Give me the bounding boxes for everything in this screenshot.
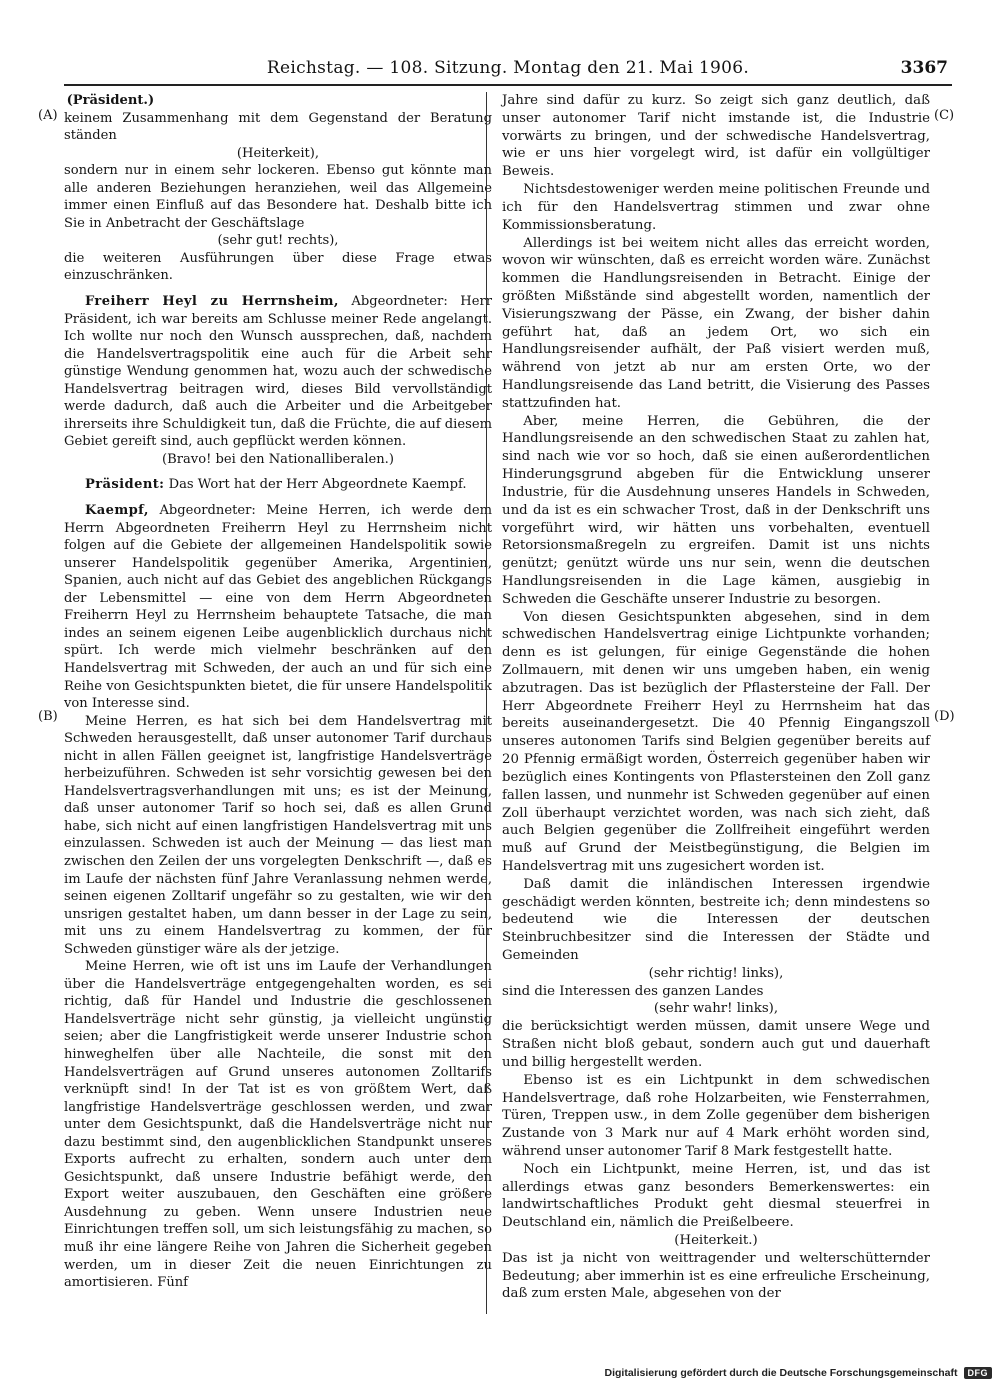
footer-text: Digitalisierung gefördert durch die Deutsche Forschungsgemeinschaft — [604, 1367, 958, 1379]
paragraph: die weiteren Ausführungen über diese Frage etwas einzuschränken. — [64, 250, 492, 284]
margin-marker-c: (C) — [934, 108, 955, 123]
paragraph-text: Das Wort hat der Herr Abgeordnete Kaempf. — [168, 477, 467, 493]
margin-marker-b: (B) — [38, 709, 58, 724]
paragraph: Jahre sind dafür zu kurz. So zeigt sich ganz deutlich, daß unser autonomer Tarif nicht imstande ist, die Industrie vorwärts zu bringen, und der schwedische Handelsvertrag, wie er uns hier vorgelegt wird, ist dafür ein vollgültiger Beweis. — [502, 93, 930, 180]
paragraph: Ebenso ist es ein Lichtpunkt in dem schwedischen Handelsvertrage, daß rohe Holzarbeiten, wie Fensterrahmen, Türen, Treppen usw., in dem Zolle gegenüber dem bisherigen Zustande von 3 Mark nur auf 4 Mark erhöht worden sind, während unser autonomer Tarif 8 Mark festgestellt hatte. — [502, 1072, 930, 1159]
paragraph: Von diesen Gesichtspunkten abgesehen, sind in dem schwedischen Handelsvertrag einige Lichtpunkte vorhanden; denn es ist gelungen, für einige Gegenstände die hohen Zollmauern, mit denen wir uns umgeben haben, ein wenig abzutragen. Das ist bezüglich der Pflastersteine der Fall. Der Herr Abgeordnete Freiherr Heyl zu Herrnsheim hat das bereits auseinandergesetzt. Die 40 Pfennig Eingangszoll unseres autonomen Tarifs sind Belgien gegenüber bereits auf 20 Pfennig ermäßigt worden, Österreich gegenüber haben wir bezüglich eines Kontingents von Pflastersteinen den Zoll ganz fallen lassen, und nunmehr ist Schweden gegenüber auf einen Zoll überhaupt verzichtet worden, was nach sich zieht, daß auch Belgien gegenüber die Zollfreiheit eingeführt werden muß auf Grund der Meistbegünstigung, die Belgien im Handelsvertrag mit uns zugesichert worden ist. — [502, 609, 930, 874]
interjection: (Heiterkeit), — [236, 145, 320, 161]
paragraph: Nichtsdestoweniger werden meine politischen Freunde und ich für den Handelsvertrag stimmen und zwar ohne Kommissionsberatung. — [502, 182, 930, 233]
dfg-logo: DFG — [964, 1367, 993, 1379]
speaker-name: Kaempf, — [84, 503, 149, 519]
interjection: (sehr richtig! links), — [648, 965, 784, 981]
page-number: 3367 — [900, 58, 948, 78]
paragraph: die berücksichtigt werden müssen, damit unsere Wege und Straßen nicht bloß gebaut, sondern auch gut und dauerhaft und billig hergestellt werden. — [502, 1019, 930, 1070]
paragraph: sondern nur in einem sehr lockeren. Ebenso gut könnte man alle anderen Beziehungen heranziehen, weil das Allgemeine immer einen Einfluß auf das Besondere hat. Deshalb bitte ich Sie in Anbetracht der Geschäftslage — [64, 163, 492, 231]
margin-marker-a: (A) — [38, 108, 58, 123]
left-column — [64, 92, 492, 1292]
paragraph: Noch ein Lichtpunkt, meine Herren, ist, und das ist allerdings etwas ganz besonders Bemerkenswertes: ein landwirtschaftliches Produkt geht diesmal steuerfrei in Deutschland ein, nämlich die Preißelbeere. — [502, 1161, 930, 1231]
speech-kaempf — [64, 502, 492, 713]
right-column — [502, 92, 930, 1303]
president-statement — [64, 476, 492, 494]
interjection: (sehr wahr! links), — [653, 1001, 779, 1017]
paragraph: Das ist ja nicht von weittragender und welterschütternder Bedeutung; aber immerhin ist es eine erfreuliche Erscheinung, daß zum ersten Male, abgesehen von der — [502, 1250, 930, 1302]
paragraph: Daß damit die inländischen Interessen irgendwie geschädigt werden könnten, bestreite ich; denn mindestens so bedeutend wie die Interessen der deutschen Steinbruchbesitzer sind die Interessen der Städte und Gemeinden — [502, 876, 930, 963]
paragraph: keinem Zusammenhang mit dem Gegenstand der Beratung ständen — [64, 110, 492, 144]
paragraph: Aber, meine Herren, die Gebühren, die der Handlungsreisende an den schwedischen Staat zu zahlen hat, sind nach wie vor so hoch, daß sie einen außerordentlichen Hinderungsgrund abgeben für die Entwicklung unserer Industrie, für die Ausdehnung unseres Handels in Schweden, und da ist es ein schwacher Trost, daß in der Denkschrift uns vorgeführt wird, wir hätten uns vorbehalten, eventuell Retorsionsmaßregeln zu ergreifen. Damit ist uns nichts genützt; genützt würde uns nur sein, wenn die deutschen Handlungsreisenden in die Lage kämen, ausgiebig in Schweden die Geschäfte unserer Industrie zu besorgen. — [502, 413, 930, 607]
paragraph: Meine Herren, es hat sich bei dem Handelsvertrag mit Schweden herausgestellt, daß unser autonomer Tarif durchaus nicht in allen Fällen geeignet ist, langfristige Handelsverträge herbeizuführen. Schweden ist sehr vorsichtig gewesen bei den Handelsvertragsverhandlungen mit uns; es ist der Meinung, daß unser autonomer Tarif so hoch sei, daß es allen Grund habe, sich nicht auf einen langfristigen Handelsvertrag mit uns einzulassen. Schweden ist auch der Meinung — das liest man zwischen den Zeilen der uns vorgelegten Denkschrift —, daß es im Laufe der nächsten fünf Jahre Veranlassung nehmen werde, seinen eigenen Zolltarif ungefähr so zu gestalten, wie wir den unsrigen gestaltet haben, um dann besser in der Lage zu sein, mit uns zu einem Handelsvertrag zu kommen, der für Schweden günstiger wäre als der jetzige. — [64, 713, 492, 957]
speaker-name: Freiherr Heyl zu Herrnsheim, — [84, 294, 339, 310]
paragraph: Meine Herren, wie oft ist uns im Laufe der Verhandlungen über die Handelsverträge entgegengehalten worden, es sei richtig, daß für Handel und Industrie die geschlossenen Handelsverträge nicht sehr günstig, ja vielleicht ungünstig seien; aber die Langfristigkeit werde unserer Industrie schon hinweghelfen über alle Nachteile, die sonst mit den Handelsverträgen auf Grund unseres autonomen Zolltarifs verknüpft sind! In der Tat ist es von größtem Wert, daß langfristige Handelsverträge geschlossen werden, und zwar unter dem Gesichtspunkt, daß die Handelsverträge nicht nur dazu bestimmt sind, den augenblicklichen Standpunkt unseres Exports aufrecht zu erhalten, sondern auch unter dem Gesichtspunkt, daß unsere Industrie befähigt werde, den Export weiter auszubauen, den Geschäften eine größere Ausdehnung zu geben. Wenn unsere Industrien neue Einrichtungen treffen soll, um sich leistungsfähig zu machen, so muß ihr eine längere Reihe von Jahren die Sicherheit gegeben werden, um in dieser Zeit die neuen Einrichtungen zu amortisieren. Fünf — [64, 959, 492, 1291]
interjection: (Bravo! bei den Nationalliberalen.) — [162, 451, 394, 467]
column-divider — [486, 92, 487, 1314]
paragraph: sind die Interessen des ganzen Landes — [502, 983, 764, 999]
speaker-tag: (Präsident.) — [66, 93, 155, 108]
margin-marker-d: (D) — [934, 709, 955, 724]
interjection: (sehr gut! rechts), — [217, 233, 339, 249]
speech-heyl — [64, 293, 492, 451]
paragraph: Allerdings ist bei weitem nicht alles das erreicht worden, wovon wir wünschten, daß es erreicht worden wäre. Zunächst kommen die Handlungsreisenden in Betracht. Einige der größten Mißstände sind abgestellt worden, namentlich der Visierungszwang der Pässe, ein Zwang, der bisher dahin geführt hat, daß an jedem Ort, wo sich ein Handlungsreisender aufhält, der Paß visiert werden muß, während von jetzt ab nur am ersten Orte, wo der Handlungsreisende das Land betritt, die Visierung des Passes stattzufinden hat. — [502, 235, 930, 411]
digitization-footer — [605, 1367, 992, 1379]
interjection: (Heiterkeit.) — [674, 1233, 758, 1248]
page-header — [64, 58, 952, 86]
paragraph-text: Abgeordneter: Meine Herren, ich werde dem Herrn Abgeordneten Freiherrn Heyl zu Herrnsheim nicht folgen auf die Gebiete der allgemeinen Handelspolitik sowie unserer Handelspolitik gegenüber Amerika, Argentinien, Spanien, auch nicht auf das Gebiet des angeblichen Rückgangs der Lebensmittel — eine von dem Herrn Abgeordneten Freiherrn Heyl zu Herrnsheim behauptete Tatsache, die man indes an seinem eigenen Leibe augenblicklich durchaus nicht spürt. Ich werde mich vielmehr beschränken auf den Handelsvertrag mit Schweden, der auch an und für sich eine Reihe von Gesichtspunkten bietet, die für unsere Handelspolitik von Interesse sind. — [64, 503, 492, 712]
running-head: Reichstag. — 108. Sitzung. Montag den 21. Mai 1906. — [266, 58, 750, 78]
paragraph-text: Abgeordneter: Herr Präsident, ich war bereits am Schlusse meiner Rede angelangt. Ich wollte nur noch den Wunsch aussprechen, daß, nachdem die Handelsvertragspolitik eine auch für die Arbeit sehr günstige Wendung genommen hat, wozu auch der schwedische Handelsvertrag beitragen wird, dieses Bild vervollständigt werde dadurch, daß auch die Arbeiter und die Arbeitgeber ihrerseits ihre Schuldigkeit tun, daß die Früchte, die auf diesem Gebiet gereift sind, auch gepflückt werden können. — [64, 294, 492, 450]
speaker-name: Präsident: — [84, 477, 165, 493]
